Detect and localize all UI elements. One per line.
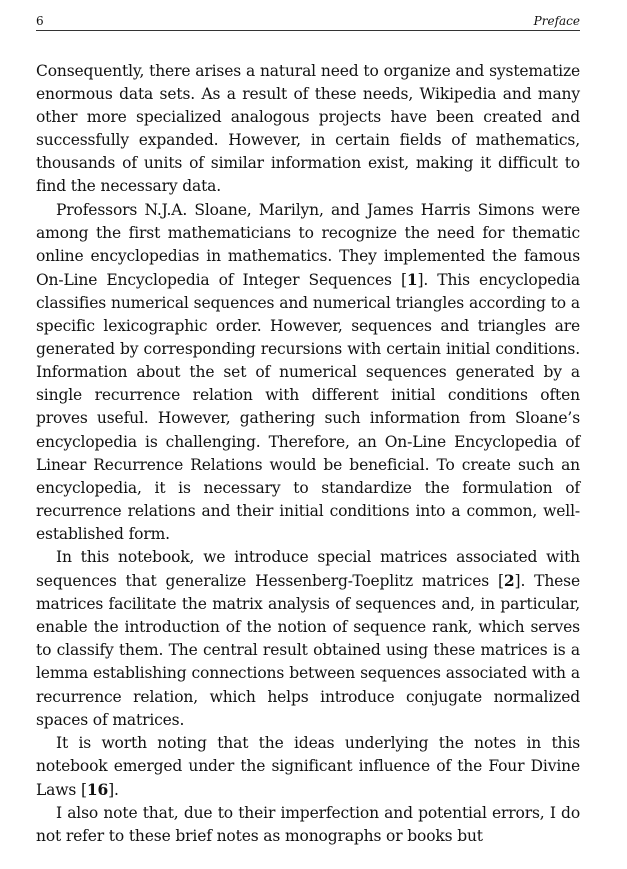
- page-number: 6: [36, 14, 44, 28]
- running-section-title: Preface: [533, 14, 580, 28]
- running-header: [36, 12, 580, 31]
- paragraph-3: In this notebook, we introduce special matrices associated with sequences that generalize Hessenberg-Toeplitz matrices [2]. These matrices facilitate the matrix analysis of sequences and, in particular, enable the introduction of the notion of sequence rank, which serves to classify them. The central result obtained using these matrices is a lemma establishing connections between sequences associated with a recurrence relation, which helps introduce conjugate normalized spaces of matrices.: [36, 547, 580, 729]
- citation-ref-16[interactable]: 16: [86, 779, 109, 799]
- paragraph-1: Consequently, there arises a natural need to organize and systematize enormous data sets. As a result of these needs, Wikipedia and many other more specialized analogous projects have been created and successfully expanded. However, in certain fields of mathematics, thousands of units of similar information exist, making it difficult to find the necessary data.: [36, 62, 580, 196]
- paragraph-3-text-b: . These matrices facilitate the matrix analysis of sequences and, in particular, enable the introduction of the notion of sequence rank, which serves to classify them. The central result obtained using these matrices is a lemma establishing connections between sequences associated with a recurrence relation, which helps introduce conjugate normalized spaces of matrices.: [36, 572, 580, 729]
- page: [36, 0, 580, 869]
- paragraph-5: I also note that, due to their imperfection and potential errors, I do not refer to these brief notes as monographs or books but: [36, 804, 580, 846]
- body-text: [36, 60, 580, 848]
- paragraph-4: It is worth noting that the ideas underlying the notes in this notebook emerged under the significant influence of the Four Divine Laws [16].: [36, 733, 580, 799]
- paragraph-4-text-a: It is worth noting that the ideas underlying the notes in this notebook emerged under the significant influence of the Four Divine Laws: [36, 733, 580, 799]
- paragraph-2: Professors N.J.A. Sloane, Marilyn, and James Harris Simons were among the first mathematicians to recognize the need for thematic online encyclopedias in mathematics. They implemented the famous On-Line Encyclopedia of Integer Sequences [1]. This encyclopedia classifies numerical sequences and numerical triangles according to a specific lexicographic order. However, sequences and triangles are generated by corresponding recursions with certain initial conditions. Information about the set of numerical sequences generated by a single recurrence relation with different initial conditions often proves useful. However, gathering such information from Sloane’s encyclopedia is challenging. Therefore, an On-Line Encyclopedia of Linear Recurrence Relations would be beneficial. To create such an encyclopedia, it is necessary to standardize the formulation of recurrence relations and their initial conditions into a common, well-established form.: [36, 200, 580, 543]
- paragraph-3-text-a: In this notebook, we introduce special matrices associated with sequences that generalize Hessenberg-Toeplitz matrices: [36, 547, 580, 591]
- paragraph-4-text-b: .: [114, 780, 119, 799]
- citation-ref-2[interactable]: 2: [503, 571, 515, 591]
- citation-ref-1[interactable]: 1: [406, 269, 418, 289]
- paragraph-2-text-a: Professors N.J.A. Sloane, Marilyn, and James Harris Simons were among the first mathematicians to recognize the need for thematic online encyclopedias in mathematics. They implemented the famous On-Line Encyclopedia of Integer Sequences: [36, 200, 580, 289]
- paragraph-2-text-b: . This encyclopedia classifies numerical sequences and numerical triangles according to a specific lexicographic order. However, sequences and triangles are generated by corresponding recursions with certain initial conditions. Information about the set of numerical sequences generated by a single recurrence relation with different initial conditions often proves useful. However, gathering such information from Sloane’s encyclopedia is challenging. Therefore, an On-Line Encyclopedia of Linear Recurrence Relations would be beneficial. To create such an encyclopedia, it is necessary to standardize the formulation of recurrence relations and their initial conditions into a common, well-established form.: [36, 270, 580, 543]
